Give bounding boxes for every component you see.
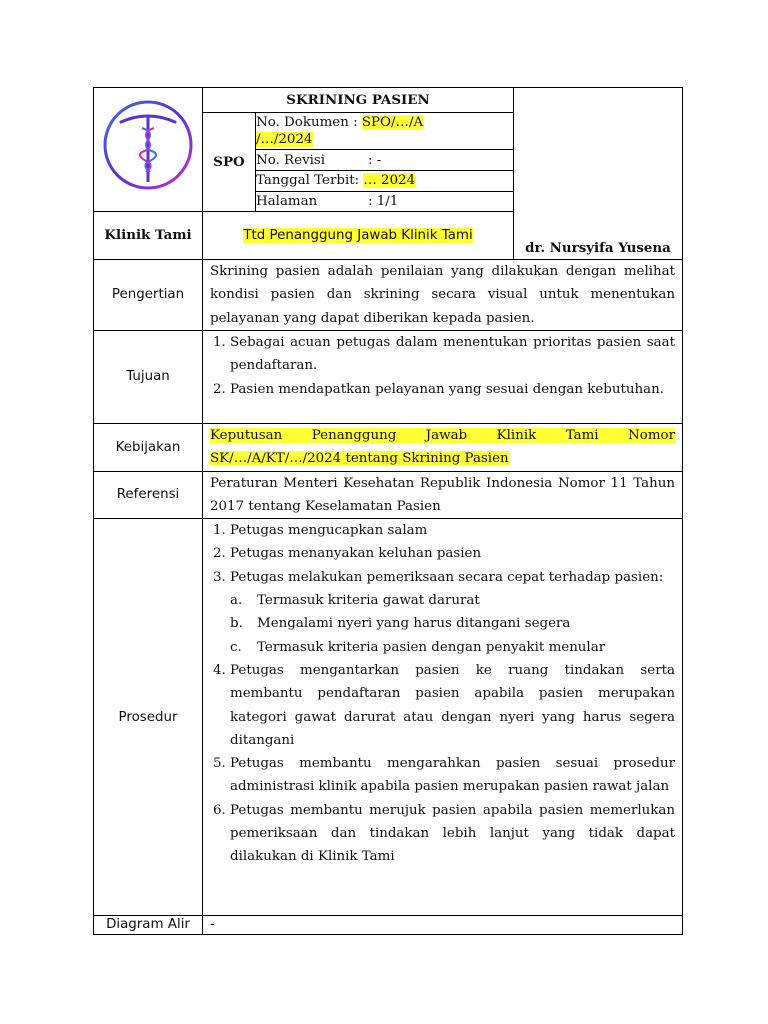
tujuan-content	[203, 331, 683, 424]
signer-name: dr. Nursyifa Yusena	[514, 88, 683, 260]
doc-number	[256, 113, 514, 150]
prosedur-sub-item-a: a. Termasuk kriteria gawat darurat	[230, 593, 480, 609]
logo-cell	[94, 88, 203, 212]
tujuan-item-1: 1. Sebagai acuan petugas dalam menentukan prioritas pasien saat pendaftaran.	[230, 331, 675, 378]
kebijakan-label: Kebijakan	[94, 424, 203, 472]
prosedur-item-6: 6. Petugas membantu merujuk pasien apabila pasien memerlukan pemeriksaan dan tindakan lebih lanjut yang tidak dapat dilakukan di Klinik Tami	[230, 799, 675, 869]
kebijakan-line-1: Keputusan Penanggung Jawab Klinik Tami Nomor	[210, 428, 675, 443]
revision	[256, 150, 514, 170]
kebijakan-content	[203, 424, 683, 472]
signature-text: Ttd Penanggung Jawab Klinik Tami	[243, 227, 473, 243]
sop-table	[93, 87, 683, 935]
spo-label: SPO	[203, 113, 256, 211]
pengertian-label: Pengertian	[94, 260, 203, 331]
referensi-text: Peraturan Menteri Kesehatan Republik Indonesia Nomor 11 Tahun 2017 tentang Keselamatan Pasien	[203, 471, 683, 519]
prosedur-item-1: 1. Petugas mengucapkan salam	[230, 519, 675, 542]
issue-date-label: Tanggal Terbit:	[256, 173, 360, 189]
tujuan-item-2: 2. Pasien mendapatkan pelayanan yang sesuai dengan kebutuhan.	[230, 378, 675, 401]
doc-number-label: No. Dokumen :	[256, 115, 358, 131]
tujuan-label: Tujuan	[94, 331, 203, 424]
prosedur-item-5: 5. Petugas membantu mengarahkan pasien sesuai prosedur administrasi klinik apabila pasien merupakan pasien rawat jalan	[230, 752, 675, 799]
header-middle	[203, 88, 514, 212]
page-label: Halaman	[256, 193, 318, 209]
diagram-value: -	[203, 916, 683, 935]
prosedur-content	[203, 519, 683, 916]
pengertian-text: Skrining pasien adalah penilaian yang dilakukan dengan melihat kondisi pasien dan skrining secara visual untuk menentukan pelayanan yang dapat diberikan kepada pasien.	[203, 260, 683, 331]
kebijakan-line-2: SK/…/A/KT/…/2024 tentang Skrining Pasien	[210, 451, 509, 467]
clinic-name: Klinik Tami	[94, 212, 203, 260]
prosedur-item-4: 4. Petugas mengantarkan pasien ke ruang tindakan serta membantu pendaftaran pasien apabila pasien merupakan kategori gawat darurat atau dengan nyeri yang harus segera ditangani	[230, 659, 675, 752]
diagram-label: Diagram Alir	[94, 916, 203, 935]
page-number	[256, 191, 514, 211]
prosedur-item-3-text: Petugas melakukan pemeriksaan secara cepat terhadap pasien:	[230, 569, 664, 585]
issue-date-value: … 2024	[363, 173, 416, 189]
prosedur-sub-item-b: b. Mengalami nyeri yang harus ditangani segera	[230, 616, 571, 632]
sop-document	[93, 87, 682, 935]
prosedur-item-3	[230, 566, 675, 659]
revision-value: : -	[368, 152, 382, 168]
referensi-label: Referensi	[94, 471, 203, 519]
prosedur-sub-list	[230, 589, 675, 659]
revision-label: No. Revisi	[256, 152, 326, 168]
prosedur-sub-item-c: c. Termasuk kriteria pasien dengan penyakit menular	[230, 639, 606, 655]
signature-cell	[203, 212, 514, 260]
doc-number-value-2: /…/2024	[256, 132, 313, 148]
prosedur-item-2: 2. Petugas menanyakan keluhan pasien	[230, 542, 675, 565]
document-title: SKRINING PASIEN	[203, 88, 513, 113]
prosedur-label: Prosedur	[94, 519, 203, 916]
page-value: : 1/1	[368, 193, 399, 209]
doc-number-value-1: SPO/…/A	[361, 115, 424, 131]
issue-date	[256, 170, 514, 191]
caduceus-logo-icon	[101, 98, 195, 192]
